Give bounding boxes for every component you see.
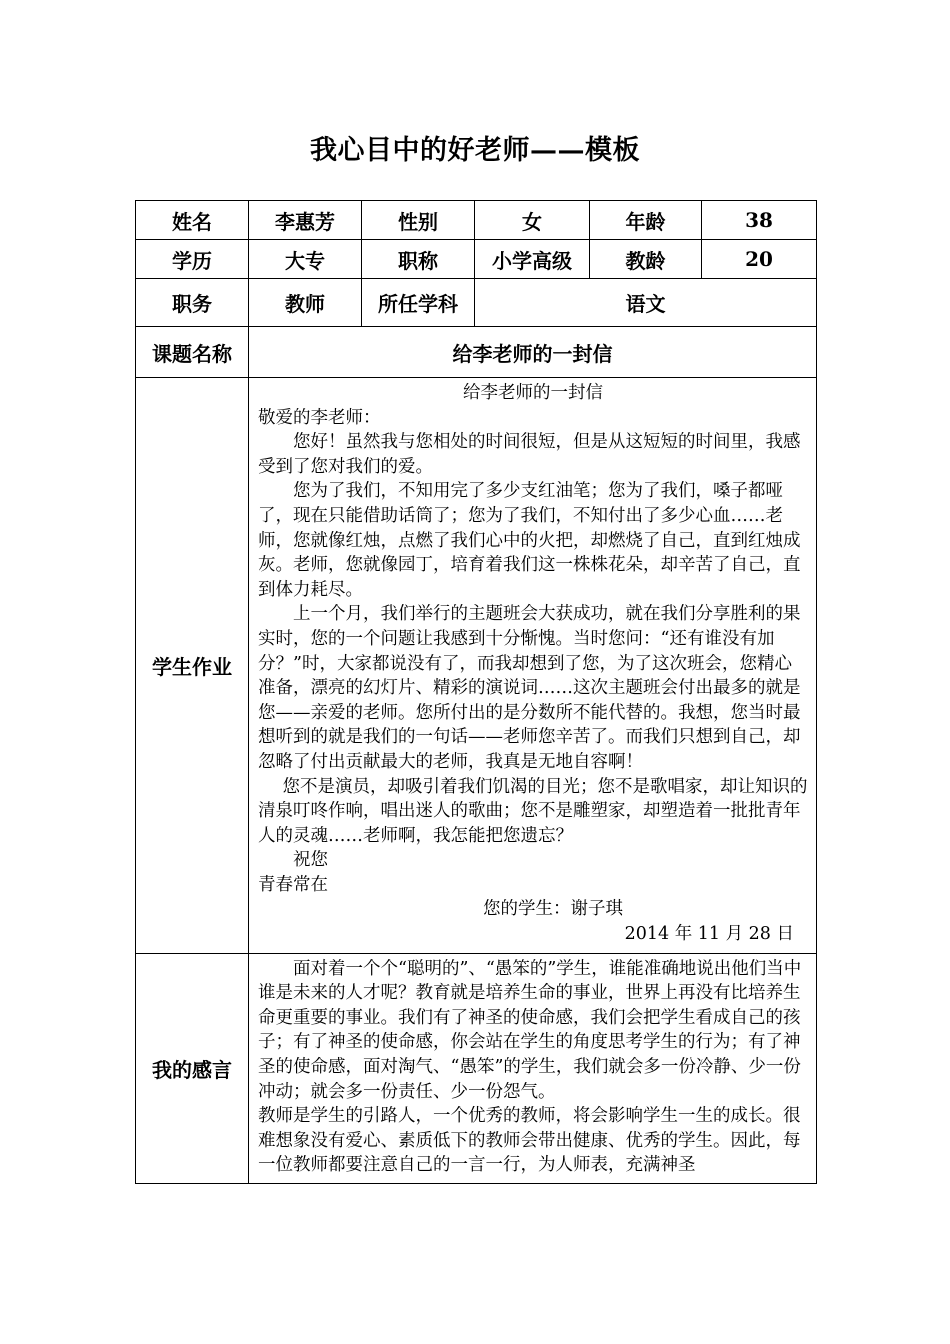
education-label: 学历 bbox=[136, 240, 249, 279]
homework-label: 学生作业 bbox=[136, 378, 249, 954]
letter-closing-wish: 青春常在 bbox=[258, 874, 328, 895]
letter-date: 2014 年 11 月 28 日 bbox=[624, 924, 794, 945]
gender-value: 女 bbox=[475, 201, 590, 240]
education-value: 大专 bbox=[249, 240, 362, 279]
subject-value: 语文 bbox=[475, 279, 817, 327]
subject-label: 所任学科 bbox=[362, 279, 475, 327]
letter-paragraph: 您不是演员，却吸引着我们饥渴的目光；您不是歌唱家，却让知识的清泉叮咚作响，唱出迷人的歌曲；您不是雕塑家，却塑造着一批批青年人的灵魂……老师啊，我怎能把您遗忘？ bbox=[258, 776, 808, 846]
position-value: 教师 bbox=[249, 279, 362, 327]
rank-label: 职称 bbox=[362, 240, 475, 279]
letter-paragraph: 上一个月，我们举行的主题班会大获成功，就在我们分享胜利的果实时，您的一个问题让我感到十分惭愧。当时您问：“还有谁没有加分？”时，大家都说没有了，而我却想到了您，为了这次班会，您精心准备，漂亮的幻灯片、精彩的演说词……这次主题班会付出最多的就是您——亲爱的老师。您所付出的是分数所不能代替的。我想，您当时最想听到的就是我们的一句话——老师您辛苦了。而我们只想到自己，却忽略了付出贡献最大的老师，我真是无地自容啊！ bbox=[258, 604, 801, 772]
table-row bbox=[136, 279, 817, 327]
homework-letter bbox=[249, 378, 817, 954]
position-label: 职务 bbox=[136, 279, 249, 327]
teacher-info-table bbox=[135, 200, 817, 1184]
rank-value: 小学高级 bbox=[475, 240, 590, 279]
table-row bbox=[136, 953, 817, 1183]
reflection-label: 我的感言 bbox=[136, 953, 249, 1183]
table-row bbox=[136, 240, 817, 279]
table-row bbox=[136, 378, 817, 954]
age-label: 年龄 bbox=[590, 201, 702, 240]
table-row bbox=[136, 327, 817, 378]
letter-closing: 祝您 bbox=[293, 850, 328, 871]
letter-heading: 给李老师的一封信 bbox=[463, 383, 603, 403]
letter-paragraph: 您为了我们，不知用完了多少支红油笔；您为了我们，嗓子都哑了，现在只能借助话筒了；您为了我们，不知付出了多少心血……老师，您就像红烛，点燃了我们心中的火把，却燃烧了自己，直到红烛成灰。老师，您就像园丁，培育着我们这一株株花朵，却辛苦了自己，直到体力耗尽。 bbox=[258, 481, 801, 600]
letter-signature: 您的学生：谢子琪 bbox=[483, 899, 623, 920]
letter-salutation: 敬爱的李老师： bbox=[258, 407, 381, 428]
topic-value: 给李老师的一封信 bbox=[249, 327, 817, 378]
age-value: 38 bbox=[702, 201, 817, 240]
reflection-cell bbox=[249, 953, 817, 1183]
gender-label: 性别 bbox=[362, 201, 475, 240]
reflection-paragraph: 面对着一个个“聪明的”、“愚笨的”学生，谁能准确地说出他们当中谁是未来的人才呢？教育就是培养生命的事业，世界上再没有比培养生命更重要的事业。我们有了神圣的使命感，我们会把学生看成自己的孩子；有了神圣的使命感，你会站在学生的角度思考学生的行为；有了神圣的使命感，面对淘气、“愚笨”的学生，我们就会多一份冷静、少一份冲动；就会多一份责任、少一份怨气。 bbox=[258, 958, 802, 1102]
letter-paragraph: 您好！虽然我与您相处的时间很短，但是从这短短的时间里，我感受到了您对我们的爱。 bbox=[258, 432, 801, 477]
name-value: 李惠芳 bbox=[249, 201, 362, 240]
document-title: 我心目中的好老师——模板 bbox=[310, 135, 640, 166]
reflection-paragraph: 教师是学生的引路人，一个优秀的教师，将会影响学生一生的成长。很难想象没有爱心、素质低下的教师会带出健康、优秀的学生。因此，每一位教师都要注意自己的一言一行，为人师表，充满神圣 bbox=[258, 1106, 801, 1176]
years-label: 教龄 bbox=[590, 240, 702, 279]
years-value: 20 bbox=[702, 240, 817, 279]
name-label: 姓名 bbox=[136, 201, 249, 240]
table-row bbox=[136, 201, 817, 240]
topic-label: 课题名称 bbox=[136, 327, 249, 378]
